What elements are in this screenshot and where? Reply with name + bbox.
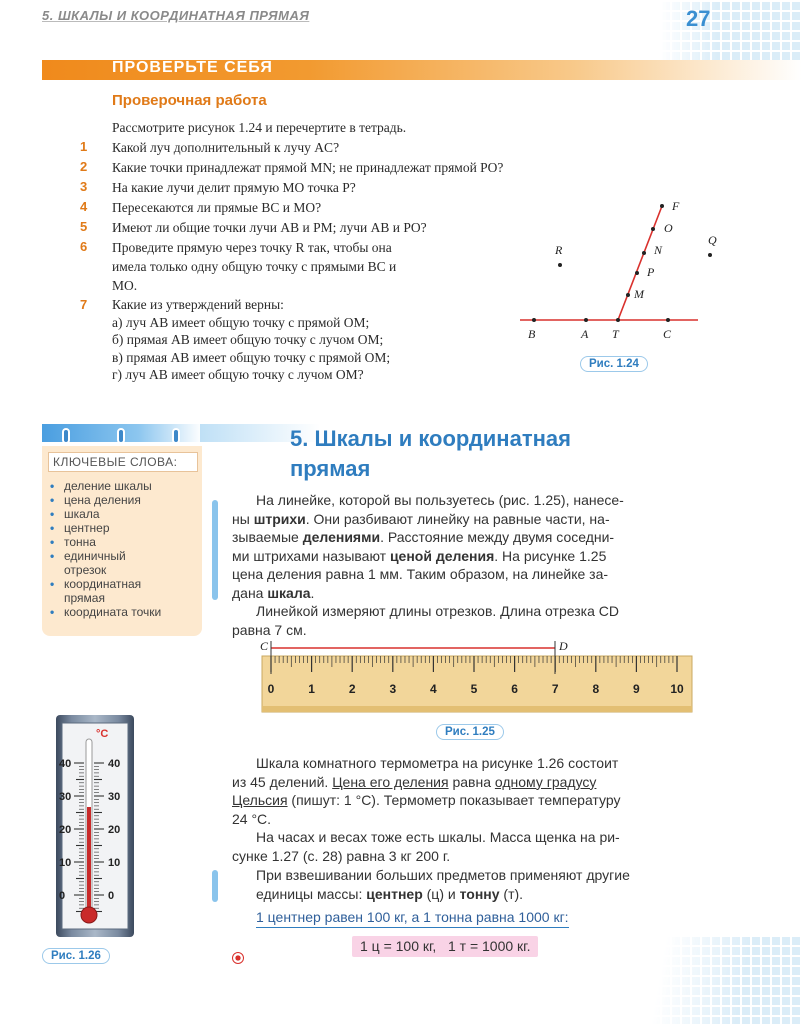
figure-1-25-caption: Рис. 1.25 bbox=[436, 724, 504, 740]
paragraph-mass-units: При взвешивании больших предметов применяют другие единицы массы: центнер (ц) и тонну (т). bbox=[256, 867, 630, 902]
label-a: A bbox=[581, 327, 589, 341]
point-c bbox=[666, 318, 670, 322]
keyword-item: • координатная прямая bbox=[50, 577, 168, 605]
thermometer-label-right: 40 bbox=[108, 758, 121, 770]
figure-1-24 bbox=[510, 196, 730, 356]
question-text: На какие лучи делит прямую MO точка P? bbox=[112, 180, 356, 195]
ruler-label: 9 bbox=[633, 682, 640, 696]
thermometer-label-left: 20 bbox=[59, 824, 72, 836]
question-text: Какие из утверждений верны: а) луч AB имеет общую точку с прямой OM; б) прямая AB имеет общую точку с лучом OM; в) прямая AB имеет общую точку с прямой OM; г) луч AB имеет общую точку с лучом OM? bbox=[112, 297, 391, 382]
question-text: Пересекаются ли прямые BC и MO? bbox=[112, 200, 322, 215]
keyword-item: • цена деления bbox=[50, 493, 168, 507]
question-item bbox=[80, 158, 510, 178]
label-b: B bbox=[528, 327, 536, 341]
figure-1-24-caption: Рис. 1.24 bbox=[580, 356, 648, 372]
binder-ring-icon bbox=[172, 428, 180, 444]
test-title: Проверочная работа bbox=[112, 92, 267, 109]
question-number: 6 bbox=[80, 239, 88, 254]
section-title: 5. Шкалы и координатная прямая bbox=[290, 426, 571, 481]
margin-bar bbox=[212, 500, 218, 600]
ruler-label: 3 bbox=[389, 682, 397, 696]
label-n: N bbox=[654, 243, 663, 257]
ruler-point-d: D bbox=[559, 639, 568, 653]
ruler-label: 10 bbox=[670, 682, 684, 696]
keyword-item: • деление шкалы bbox=[50, 479, 168, 493]
question-item bbox=[80, 198, 510, 218]
point-b bbox=[532, 318, 536, 322]
question-text: Имеют ли общие точки лучи AB и PM; лучи AB и PO? bbox=[112, 220, 427, 235]
thermometer-label-right: 30 bbox=[108, 791, 121, 803]
question-number: 4 bbox=[80, 199, 88, 214]
question-item bbox=[80, 238, 510, 296]
question-item bbox=[80, 178, 510, 198]
test-intro: Рассмотрите рисунок 1.24 и перечертите в тетрадь. bbox=[112, 120, 407, 135]
margin-bar bbox=[212, 870, 218, 902]
label-p: P bbox=[647, 265, 655, 279]
point-n bbox=[642, 251, 646, 255]
ruler-label: 7 bbox=[551, 682, 559, 696]
question-text: Проведите прямую через точку R так, чтобы она имела только одну общую точку с прямыми BC и MO. bbox=[112, 240, 397, 293]
ruler-point-c: C bbox=[260, 639, 269, 653]
label-o: O bbox=[664, 221, 673, 235]
label-t: T bbox=[612, 327, 619, 341]
thermometer-label-left: 0 bbox=[59, 890, 66, 902]
question-item bbox=[80, 296, 510, 392]
thermometer-label-right: 10 bbox=[108, 857, 121, 869]
ruler-label: 8 bbox=[592, 682, 600, 696]
ruler-figure bbox=[258, 636, 698, 718]
thermometer-bulb bbox=[81, 907, 97, 923]
question-list bbox=[80, 138, 510, 392]
label-f: F bbox=[672, 199, 680, 213]
label-q: Q bbox=[708, 233, 717, 247]
point-f bbox=[660, 204, 664, 208]
decorative-grid-bottom bbox=[650, 935, 802, 1024]
definition-line: 1 центнер равен 100 кг, а 1 тонна равна 1000 кг: bbox=[256, 908, 569, 928]
point-a bbox=[584, 318, 588, 322]
keyword-item: • тонна bbox=[50, 535, 168, 549]
question-number: 2 bbox=[80, 159, 88, 174]
keyword-item: • центнер bbox=[50, 521, 168, 535]
paragraph-thermometer: Шкала комнатного термометра на рисунке 1.26 состоит из 45 делений. Цена его деления равна одному градусу Цельсия (пишут: 1 °С). Термометр показывает температуру 24 °С. На часах и весах тоже есть шкалы. Масса щенка на ри- сунке 1.27 (с. 28) равна 3 кг 200 г. bbox=[232, 755, 621, 864]
thermometer-label-left: 30 bbox=[59, 791, 72, 803]
label-r: R bbox=[555, 243, 563, 257]
point-q bbox=[708, 253, 712, 257]
ruler-label: 4 bbox=[430, 682, 437, 696]
question-text: Какой луч дополнительный к лучу AC? bbox=[112, 140, 340, 155]
point-p bbox=[635, 271, 639, 275]
question-number: 1 bbox=[80, 139, 88, 154]
page-number: 27 bbox=[686, 6, 711, 31]
thermometer-mercury bbox=[87, 807, 91, 911]
line-mo bbox=[618, 206, 662, 320]
ruler-label: 2 bbox=[348, 682, 356, 696]
keyword-item: • координата точки bbox=[50, 605, 168, 619]
question-number: 5 bbox=[80, 219, 88, 234]
question-number: 7 bbox=[80, 297, 88, 312]
label-c: C bbox=[663, 327, 672, 341]
thermometer-label-left: 40 bbox=[59, 758, 72, 770]
keywords-heading: КЛЮЧЕВЫЕ СЛОВА: bbox=[48, 452, 198, 472]
question-item bbox=[80, 218, 510, 238]
ruler-label: 0 bbox=[267, 682, 275, 696]
ruler-label: 6 bbox=[511, 682, 518, 696]
thermometer-unit: °C bbox=[96, 728, 109, 740]
thermometer-label-right: 20 bbox=[108, 824, 121, 836]
question-item bbox=[80, 138, 510, 158]
keyword-item: • единичный отрезок bbox=[50, 549, 158, 577]
paragraph-ruler-intro: На линейке, которой вы пользуетесь (рис. 1.25), нанесе- ны штрихи. Они разбивают линейку на равные части, на- зываемые делениями. Расстояние между двумя соседни- ми штрихами называют ценой деления. На рисунке 1.25 цена деления равна 1 мм. Таким образом, на линейке за- дана шкала. Линейкой измеряют длины отрезков. Длина отрезка CD равна 7 см. bbox=[232, 492, 624, 638]
question-number: 3 bbox=[80, 179, 88, 194]
keyword-item: • шкала bbox=[50, 507, 168, 521]
point-m bbox=[626, 293, 630, 297]
point-r bbox=[558, 263, 562, 267]
keywords-list bbox=[50, 479, 168, 619]
thermometer-figure bbox=[56, 715, 134, 937]
target-icon bbox=[232, 952, 244, 964]
thermometer-label-right: 0 bbox=[108, 890, 115, 902]
running-head: 5. ШКАЛЫ И КООРДИНАТНАЯ ПРЯМАЯ bbox=[42, 8, 310, 23]
label-m: M bbox=[634, 287, 644, 301]
question-text: Какие точки принадлежат прямой MN; не принадлежат прямой PO? bbox=[112, 160, 504, 175]
thermometer-label-left: 10 bbox=[59, 857, 72, 869]
binder-ring-icon bbox=[62, 428, 70, 444]
check-banner-title: ПРОВЕРЬТЕ СЕБЯ bbox=[112, 59, 273, 76]
formula-box: 1 ц = 100 кг, 1 т = 1000 кг. bbox=[352, 936, 538, 957]
ruler-label: 5 bbox=[470, 682, 478, 696]
figure-1-26-caption: Рис. 1.26 bbox=[42, 948, 110, 964]
point-o bbox=[651, 227, 655, 231]
point-t bbox=[616, 318, 620, 322]
binder-ring-icon bbox=[117, 428, 125, 444]
ruler-label: 1 bbox=[308, 682, 315, 696]
